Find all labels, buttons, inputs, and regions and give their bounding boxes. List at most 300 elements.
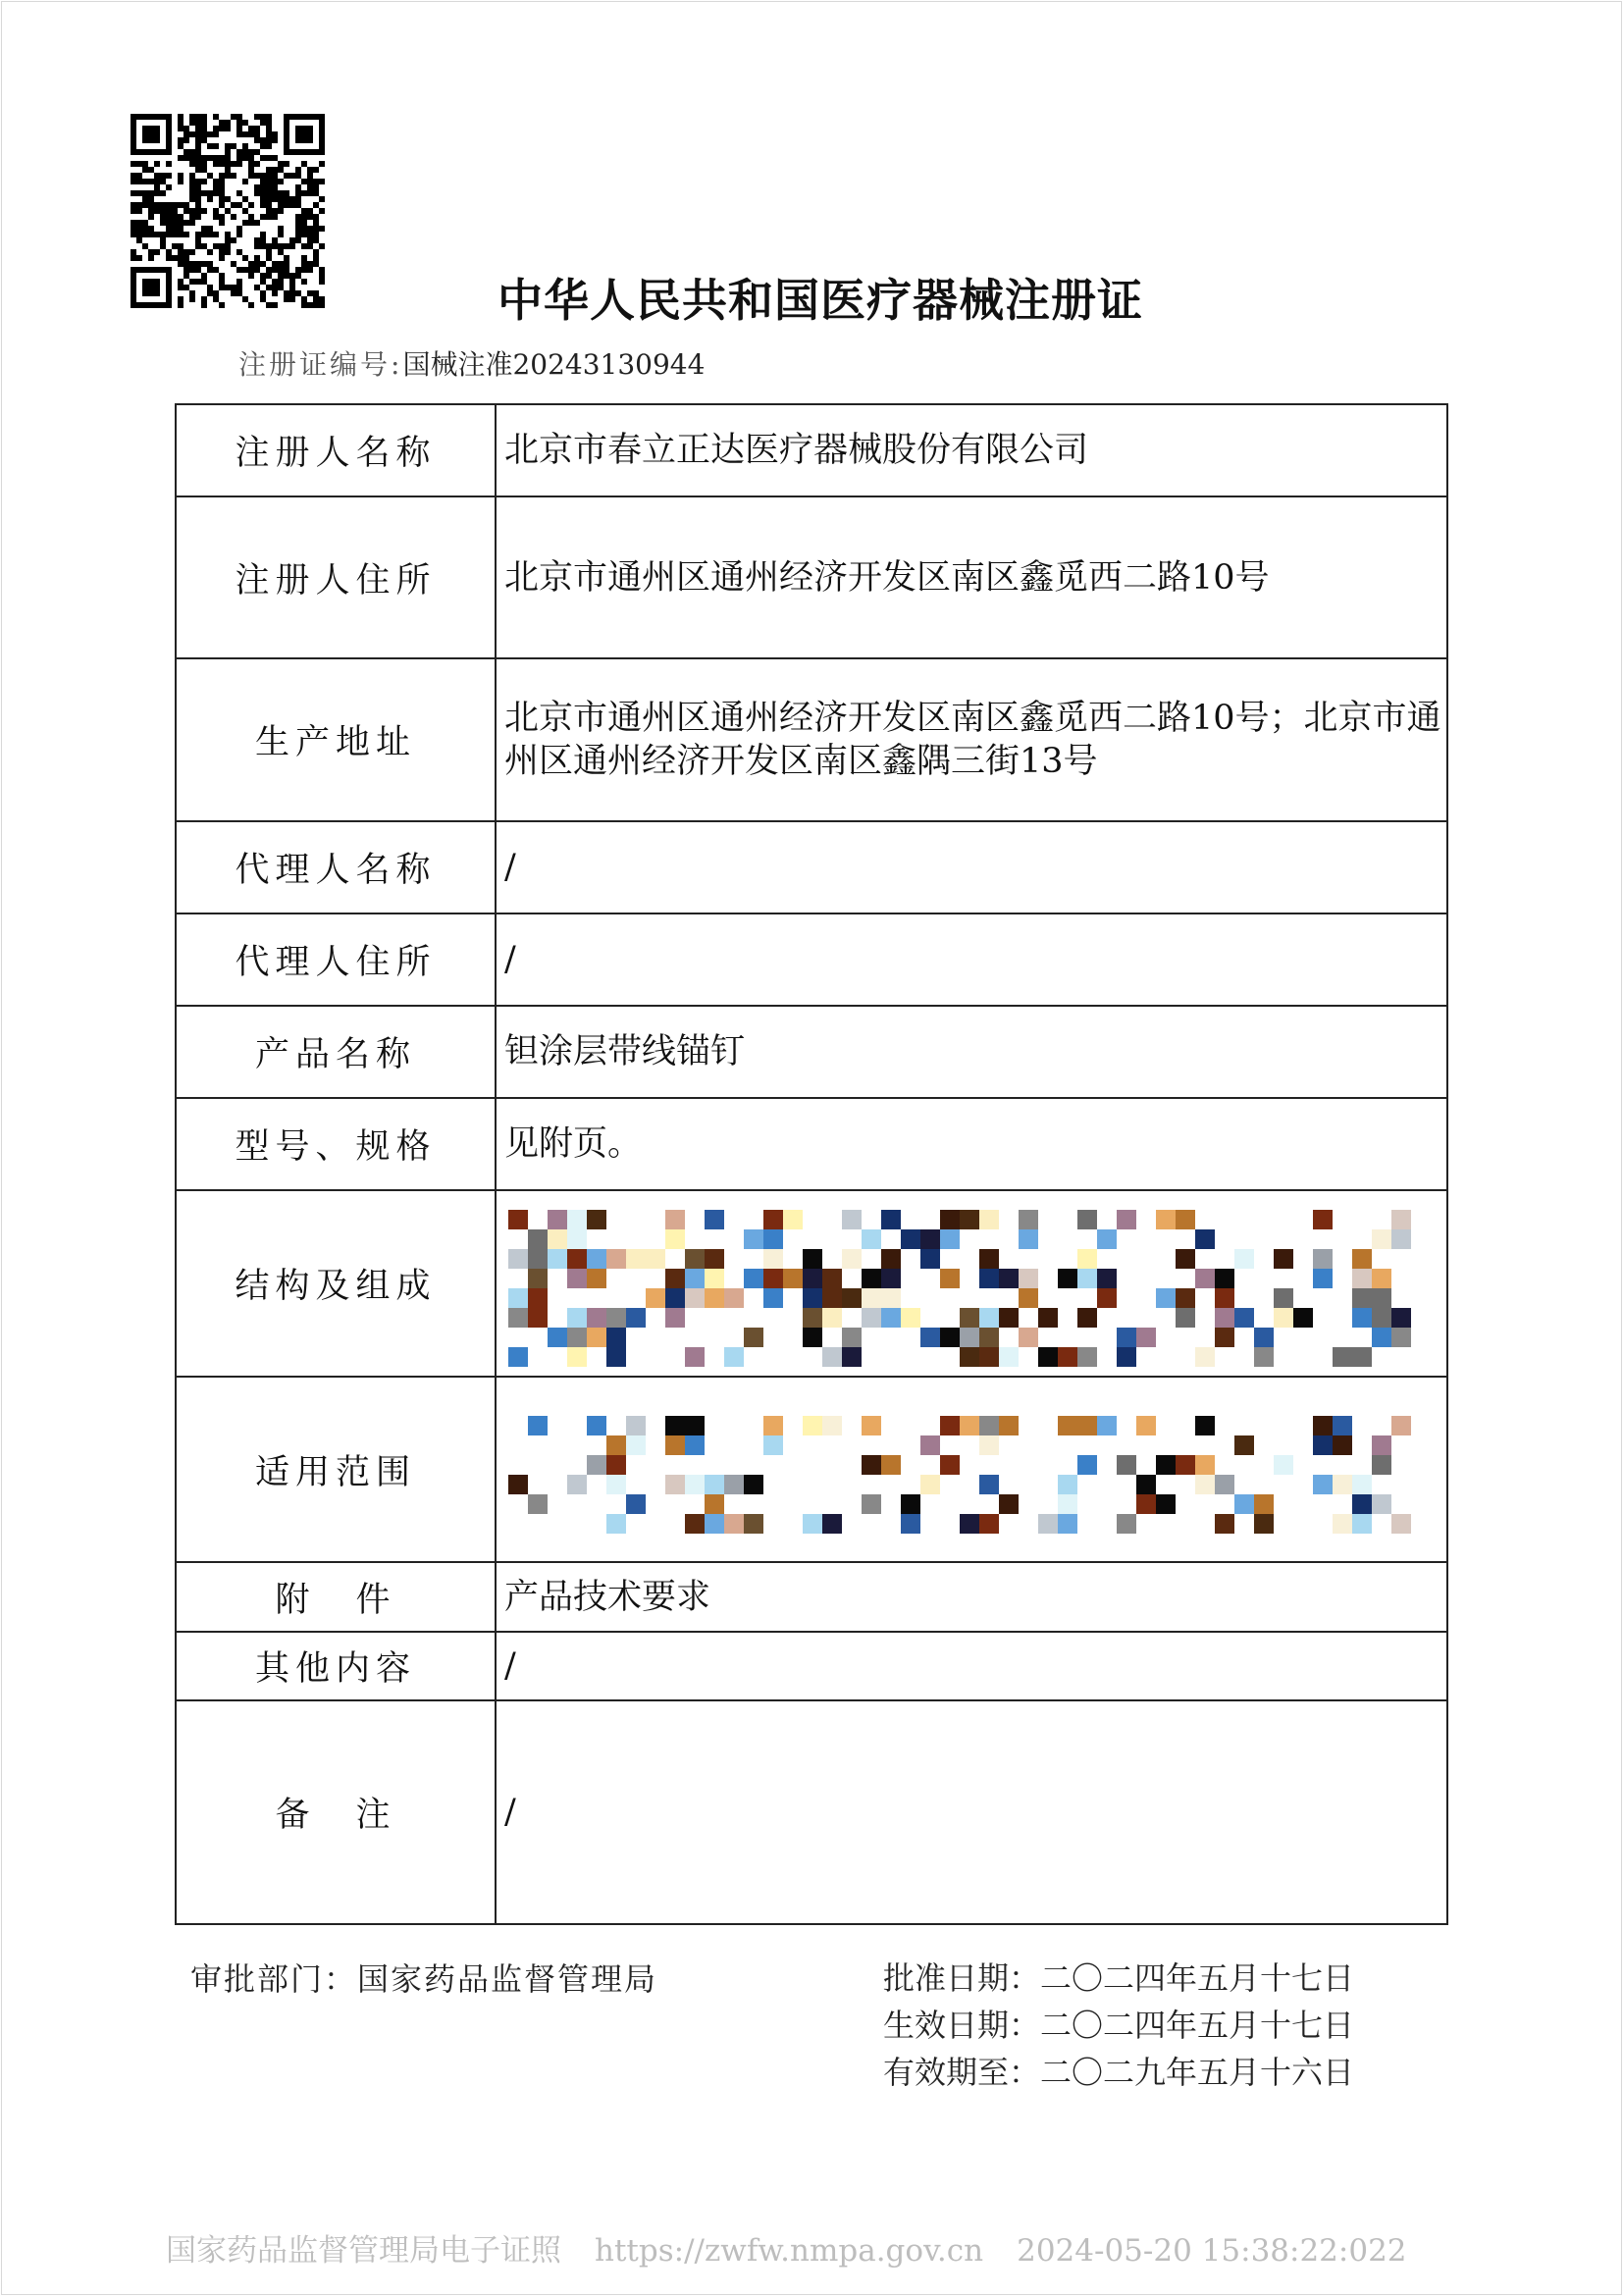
redaction-pixel (1156, 1288, 1176, 1308)
redaction-pixel (606, 1328, 626, 1347)
redaction-pixel (567, 1249, 587, 1269)
redaction-pixel (1019, 1288, 1038, 1308)
redaction-pixel (920, 1249, 940, 1269)
redaction-pixel (1077, 1455, 1097, 1475)
redaction-pixel (920, 1435, 940, 1455)
table-row (176, 1098, 1447, 1190)
redaction-pixel (1352, 1475, 1372, 1494)
redaction-pixel (508, 1308, 528, 1328)
redaction-pixel (979, 1210, 999, 1229)
redaction-pixel (960, 1308, 979, 1328)
redaction-pixel (548, 1249, 567, 1269)
redaction-pixel (803, 1416, 822, 1435)
redaction-pixel (685, 1347, 705, 1367)
redaction-pixel (1391, 1416, 1411, 1435)
redaction-pixel (1097, 1269, 1117, 1288)
redaction-pixel (744, 1269, 763, 1288)
redaction-pixel (1333, 1416, 1352, 1435)
redaction-pixel (1215, 1328, 1234, 1347)
redaction-pixel (1215, 1288, 1234, 1308)
redaction-pixel (1352, 1288, 1372, 1308)
redaction-pixel (567, 1347, 587, 1367)
redaction-pixel (803, 1249, 822, 1269)
redaction-pixel (626, 1494, 646, 1514)
table-row (176, 1006, 1447, 1098)
redaction-pixel (1274, 1455, 1293, 1475)
row-value: 北京市春立正达医疗器械股份有限公司 (496, 404, 1447, 496)
redaction-pixel (862, 1416, 881, 1435)
row-label: 结构及组成 (176, 1190, 496, 1377)
redaction-pixel (1352, 1249, 1372, 1269)
registration-number (238, 343, 705, 383)
redaction-pixel (1234, 1435, 1254, 1455)
redaction-pixel (1333, 1475, 1352, 1494)
redaction-pixel (803, 1514, 822, 1534)
redaction-pixel (528, 1308, 548, 1328)
redaction-pixel (803, 1288, 822, 1308)
redaction-pixel (606, 1455, 626, 1475)
redaction-pixel (606, 1347, 626, 1367)
redaction-pixel (842, 1288, 862, 1308)
redaction-pixel (508, 1347, 528, 1367)
redaction-pixel (1254, 1347, 1274, 1367)
redaction-pixel (803, 1269, 822, 1288)
redaction-pixel (646, 1249, 665, 1269)
redaction-pixel (1254, 1514, 1274, 1534)
redaction-pixel (822, 1308, 842, 1328)
redaction-pixel (606, 1249, 626, 1269)
expiry-date (883, 2049, 1354, 2096)
redacted-mosaic (504, 1386, 1446, 1553)
redaction-pixel (587, 1308, 606, 1328)
redaction-pixel (1019, 1229, 1038, 1249)
redaction-pixel (548, 1210, 567, 1229)
redaction-pixel (862, 1308, 881, 1328)
redaction-pixel (1117, 1210, 1136, 1229)
redaction-pixel (960, 1328, 979, 1347)
redaction-pixel (705, 1288, 724, 1308)
table-row (176, 913, 1447, 1006)
redaction-pixel (783, 1210, 803, 1229)
redaction-pixel (1274, 1288, 1293, 1308)
row-value: 见附页。 (496, 1098, 1447, 1190)
row-label: 注册人名称 (176, 404, 496, 496)
redaction-pixel (1058, 1475, 1077, 1494)
redaction-pixel (1176, 1288, 1195, 1308)
redaction-pixel (744, 1328, 763, 1347)
redaction-pixel (1019, 1269, 1038, 1288)
redaction-pixel (1176, 1210, 1195, 1229)
redaction-pixel (1313, 1416, 1333, 1435)
redaction-pixel (1195, 1475, 1215, 1494)
redaction-pixel (822, 1416, 842, 1435)
redaction-pixel (1215, 1308, 1234, 1328)
redaction-pixel (842, 1210, 862, 1229)
row-value: / (496, 913, 1447, 1006)
redaction-pixel (1234, 1249, 1254, 1269)
department-value: 国家药品监督管理局 (357, 1960, 658, 1998)
redaction-pixel (1097, 1229, 1117, 1249)
redaction-pixel (1352, 1308, 1372, 1328)
row-label: 生产地址 (176, 658, 496, 821)
dates-block (883, 1955, 1354, 2096)
redaction-pixel (567, 1269, 587, 1288)
redaction-pixel (626, 1416, 646, 1435)
row-label: 型号、规格 (176, 1098, 496, 1190)
redaction-pixel (705, 1249, 724, 1269)
redaction-pixel (1234, 1308, 1254, 1328)
redaction-pixel (901, 1308, 920, 1328)
redaction-pixel (979, 1475, 999, 1494)
redaction-pixel (606, 1475, 626, 1494)
redaction-pixel (881, 1288, 901, 1308)
redaction-pixel (1254, 1494, 1274, 1514)
redaction-pixel (606, 1308, 626, 1328)
redaction-pixel (822, 1288, 842, 1308)
row-value: / (496, 821, 1447, 913)
redaction-pixel (705, 1494, 724, 1514)
redaction-pixel (724, 1347, 744, 1367)
redaction-pixel (665, 1475, 685, 1494)
redaction-pixel (940, 1455, 960, 1475)
redaction-pixel (783, 1269, 803, 1288)
redaction-pixel (587, 1269, 606, 1288)
redaction-pixel (1391, 1328, 1411, 1347)
redaction-pixel (1019, 1328, 1038, 1347)
redaction-pixel (1156, 1455, 1176, 1475)
redaction-pixel (705, 1269, 724, 1288)
redaction-pixel (705, 1475, 724, 1494)
redaction-pixel (744, 1475, 763, 1494)
redaction-pixel (685, 1416, 705, 1435)
redaction-pixel (999, 1416, 1019, 1435)
redaction-pixel (665, 1229, 685, 1249)
row-value: 北京市通州区通州经济开发区南区鑫觅西二路10号；北京市通州区通州经济开发区南区鑫隅三街13号 (496, 658, 1447, 821)
row-label: 附 件 (176, 1562, 496, 1632)
redaction-pixel (567, 1328, 587, 1347)
redaction-pixel (724, 1288, 744, 1308)
redaction-pixel (1176, 1308, 1195, 1328)
redaction-pixel (1077, 1347, 1097, 1367)
redaction-pixel (960, 1514, 979, 1534)
redaction-pixel (763, 1416, 783, 1435)
redaction-pixel (1391, 1229, 1411, 1249)
redaction-pixel (1077, 1249, 1097, 1269)
redaction-pixel (665, 1435, 685, 1455)
watermark-url: https://zwfw.nmpa.gov.cn (595, 2233, 984, 2269)
redaction-pixel (1313, 1249, 1333, 1269)
redaction-pixel (1117, 1455, 1136, 1475)
approval-department (190, 1955, 657, 2000)
redaction-pixel (999, 1269, 1019, 1288)
row-label: 代理人名称 (176, 821, 496, 913)
redaction-pixel (822, 1347, 842, 1367)
watermark-issuer: 国家药品监督管理局电子证照 (166, 2233, 561, 2269)
certificate-table (175, 403, 1448, 1925)
redaction-pixel (1156, 1210, 1176, 1229)
redaction-pixel (587, 1416, 606, 1435)
redaction-pixel (1038, 1347, 1058, 1367)
redaction-pixel (1195, 1229, 1215, 1249)
redaction-pixel (1254, 1328, 1274, 1347)
redaction-pixel (744, 1514, 763, 1534)
redaction-pixel (508, 1249, 528, 1269)
redaction-pixel (548, 1229, 567, 1249)
redaction-pixel (763, 1288, 783, 1308)
redaction-pixel (567, 1210, 587, 1229)
redaction-pixel (979, 1514, 999, 1534)
redaction-pixel (862, 1288, 881, 1308)
redaction-pixel (508, 1210, 528, 1229)
redaction-pixel (1117, 1328, 1136, 1347)
row-value: / (496, 1632, 1447, 1700)
redaction-pixel (862, 1455, 881, 1475)
redaction-pixel (567, 1475, 587, 1494)
redaction-pixel (1352, 1514, 1372, 1534)
redaction-pixel (763, 1229, 783, 1249)
redaction-pixel (1136, 1328, 1156, 1347)
redaction-pixel (1077, 1308, 1097, 1328)
redaction-pixel (862, 1229, 881, 1249)
redaction-pixel (1391, 1308, 1411, 1328)
redaction-pixel (587, 1455, 606, 1475)
redaction-pixel (1352, 1347, 1372, 1367)
redaction-pixel (763, 1210, 783, 1229)
redaction-pixel (744, 1229, 763, 1249)
redaction-pixel (1136, 1475, 1156, 1494)
redaction-pixel (1117, 1347, 1136, 1367)
redaction-pixel (1058, 1347, 1077, 1367)
redaction-pixel (587, 1210, 606, 1229)
redaction-pixel (960, 1347, 979, 1367)
table-row (176, 1632, 1447, 1700)
redaction-pixel (508, 1288, 528, 1308)
approval-date (883, 1955, 1354, 2002)
redaction-pixel (1313, 1269, 1333, 1288)
redaction-pixel (685, 1435, 705, 1455)
row-value: / (496, 1700, 1447, 1924)
page-title: 中华人民共和国医疗器械注册证 (497, 274, 1143, 327)
redaction-pixel (842, 1328, 862, 1347)
registration-number-value: 国械注准20243130944 (402, 348, 706, 381)
redaction-pixel (1097, 1416, 1117, 1435)
redaction-pixel (1352, 1269, 1372, 1288)
redaction-pixel (606, 1514, 626, 1534)
redaction-pixel (940, 1416, 960, 1435)
redaction-pixel (1313, 1475, 1333, 1494)
expiry-date-value: 二〇二九年五月十六日 (1040, 2054, 1355, 2091)
table-row (176, 1562, 1447, 1632)
redaction-pixel (685, 1514, 705, 1534)
redacted-structure (496, 1190, 1447, 1377)
redaction-pixel (999, 1494, 1019, 1514)
redaction-pixel (842, 1347, 862, 1367)
redaction-pixel (626, 1249, 646, 1269)
redaction-pixel (1058, 1514, 1077, 1534)
redaction-pixel (567, 1308, 587, 1328)
redaction-pixel (920, 1328, 940, 1347)
redaction-pixel (1372, 1229, 1391, 1249)
redaction-pixel (1058, 1269, 1077, 1288)
redaction-pixel (862, 1494, 881, 1514)
redaction-pixel (705, 1514, 724, 1534)
redaction-pixel (940, 1229, 960, 1249)
redaction-pixel (528, 1269, 548, 1288)
redaction-pixel (881, 1210, 901, 1229)
effective-date (883, 2002, 1354, 2049)
redaction-pixel (1058, 1494, 1077, 1514)
redaction-pixel (979, 1416, 999, 1435)
table-row (176, 821, 1447, 913)
redaction-pixel (763, 1435, 783, 1455)
redaction-pixel (960, 1416, 979, 1435)
redaction-pixel (881, 1269, 901, 1288)
redaction-pixel (979, 1435, 999, 1455)
redaction-pixel (822, 1514, 842, 1534)
redaction-pixel (1234, 1494, 1254, 1514)
registration-number-label: 注册证编号: (238, 348, 403, 381)
redaction-pixel (881, 1249, 901, 1269)
redaction-pixel (979, 1308, 999, 1328)
redaction-pixel (1215, 1269, 1234, 1288)
redaction-pixel (1176, 1249, 1195, 1269)
redaction-pixel (999, 1347, 1019, 1367)
redaction-pixel (724, 1475, 744, 1494)
table-row (176, 496, 1447, 658)
redaction-pixel (979, 1269, 999, 1288)
row-label: 注册人住所 (176, 496, 496, 658)
redaction-pixel (1058, 1416, 1077, 1435)
row-label: 适用范围 (176, 1377, 496, 1562)
redaction-pixel (1215, 1475, 1234, 1494)
redaction-pixel (1195, 1347, 1215, 1367)
redaction-pixel (685, 1269, 705, 1288)
row-label: 其他内容 (176, 1632, 496, 1700)
table-row (176, 1700, 1447, 1924)
approval-date-value: 二〇二四年五月十七日 (1040, 1959, 1355, 1997)
redaction-pixel (1313, 1210, 1333, 1229)
watermark-timestamp: 2024-05-20 15:38:22:022 (1017, 2233, 1407, 2269)
redaction-pixel (528, 1229, 548, 1249)
redaction-pixel (901, 1514, 920, 1534)
redaction-pixel (1333, 1435, 1352, 1455)
redaction-pixel (1372, 1455, 1391, 1475)
redaction-pixel (1274, 1249, 1293, 1269)
redaction-pixel (528, 1249, 548, 1269)
redaction-pixel (1391, 1514, 1411, 1534)
redaction-pixel (763, 1249, 783, 1269)
redaction-pixel (1372, 1328, 1391, 1347)
redaction-pixel (999, 1308, 1019, 1328)
redaction-pixel (1136, 1494, 1156, 1514)
redaction-pixel (587, 1328, 606, 1347)
redaction-pixel (1372, 1494, 1391, 1514)
row-label: 备 注 (176, 1700, 496, 1924)
redacted-scope (496, 1377, 1447, 1562)
redaction-pixel (685, 1249, 705, 1269)
redaction-pixel (665, 1416, 685, 1435)
redaction-pixel (587, 1249, 606, 1269)
redaction-pixel (1352, 1494, 1372, 1514)
redaction-pixel (626, 1435, 646, 1455)
redaction-pixel (646, 1288, 665, 1308)
redaction-pixel (1195, 1416, 1215, 1435)
row-label: 代理人住所 (176, 913, 496, 1006)
redaction-pixel (1077, 1416, 1097, 1435)
redaction-pixel (881, 1455, 901, 1475)
redaction-pixel (803, 1328, 822, 1347)
redaction-pixel (705, 1210, 724, 1229)
redaction-pixel (1136, 1416, 1156, 1435)
redaction-pixel (901, 1494, 920, 1514)
redaction-pixel (606, 1435, 626, 1455)
redaction-pixel (940, 1269, 960, 1288)
redaction-pixel (979, 1328, 999, 1347)
redaction-pixel (1372, 1269, 1391, 1288)
row-value: 钽涂层带线锚钉 (496, 1006, 1447, 1098)
redaction-pixel (685, 1288, 705, 1308)
redaction-pixel (1372, 1435, 1391, 1455)
redaction-pixel (940, 1328, 960, 1347)
redaction-pixel (1274, 1308, 1293, 1328)
expiry-date-label: 有效期至： (883, 2054, 1041, 2091)
redaction-pixel (567, 1229, 587, 1249)
redaction-pixel (862, 1269, 881, 1288)
row-value: 产品技术要求 (496, 1562, 1447, 1632)
redaction-pixel (822, 1269, 842, 1288)
approval-date-label: 批准日期： (883, 1959, 1041, 1997)
redaction-pixel (1195, 1269, 1215, 1288)
redaction-pixel (665, 1308, 685, 1328)
redaction-pixel (1117, 1514, 1136, 1534)
redaction-pixel (528, 1494, 548, 1514)
redaction-pixel (1313, 1435, 1333, 1455)
table-row (176, 658, 1447, 821)
redaction-pixel (724, 1514, 744, 1534)
table-row (176, 1190, 1447, 1377)
redaction-pixel (763, 1269, 783, 1288)
redaction-pixel (920, 1229, 940, 1249)
redaction-pixel (508, 1475, 528, 1494)
redaction-pixel (665, 1210, 685, 1229)
department-label: 审批部门： (190, 1960, 358, 1998)
redaction-pixel (1077, 1210, 1097, 1229)
redaction-pixel (1077, 1269, 1097, 1288)
redaction-pixel (1019, 1210, 1038, 1229)
redaction-pixel (548, 1328, 567, 1347)
redaction-pixel (901, 1229, 920, 1249)
redaction-pixel (960, 1210, 979, 1229)
redaction-pixel (920, 1475, 940, 1494)
redacted-mosaic (504, 1200, 1446, 1367)
redaction-pixel (528, 1288, 548, 1308)
redaction-pixel (881, 1308, 901, 1328)
redaction-pixel (626, 1308, 646, 1328)
redaction-pixel (979, 1347, 999, 1367)
redaction-pixel (1176, 1455, 1195, 1475)
row-value: 北京市通州区通州经济开发区南区鑫觅西二路10号 (496, 496, 1447, 658)
redaction-pixel (685, 1475, 705, 1494)
effective-date-value: 二〇二四年五月十七日 (1040, 2007, 1355, 2044)
redaction-pixel (1372, 1308, 1391, 1328)
redaction-pixel (1333, 1514, 1352, 1534)
effective-date-label: 生效日期： (883, 2007, 1041, 2044)
redaction-pixel (665, 1288, 685, 1308)
redaction-pixel (1195, 1455, 1215, 1475)
redaction-pixel (1156, 1494, 1176, 1514)
redaction-pixel (940, 1210, 960, 1229)
redaction-pixel (979, 1249, 999, 1269)
